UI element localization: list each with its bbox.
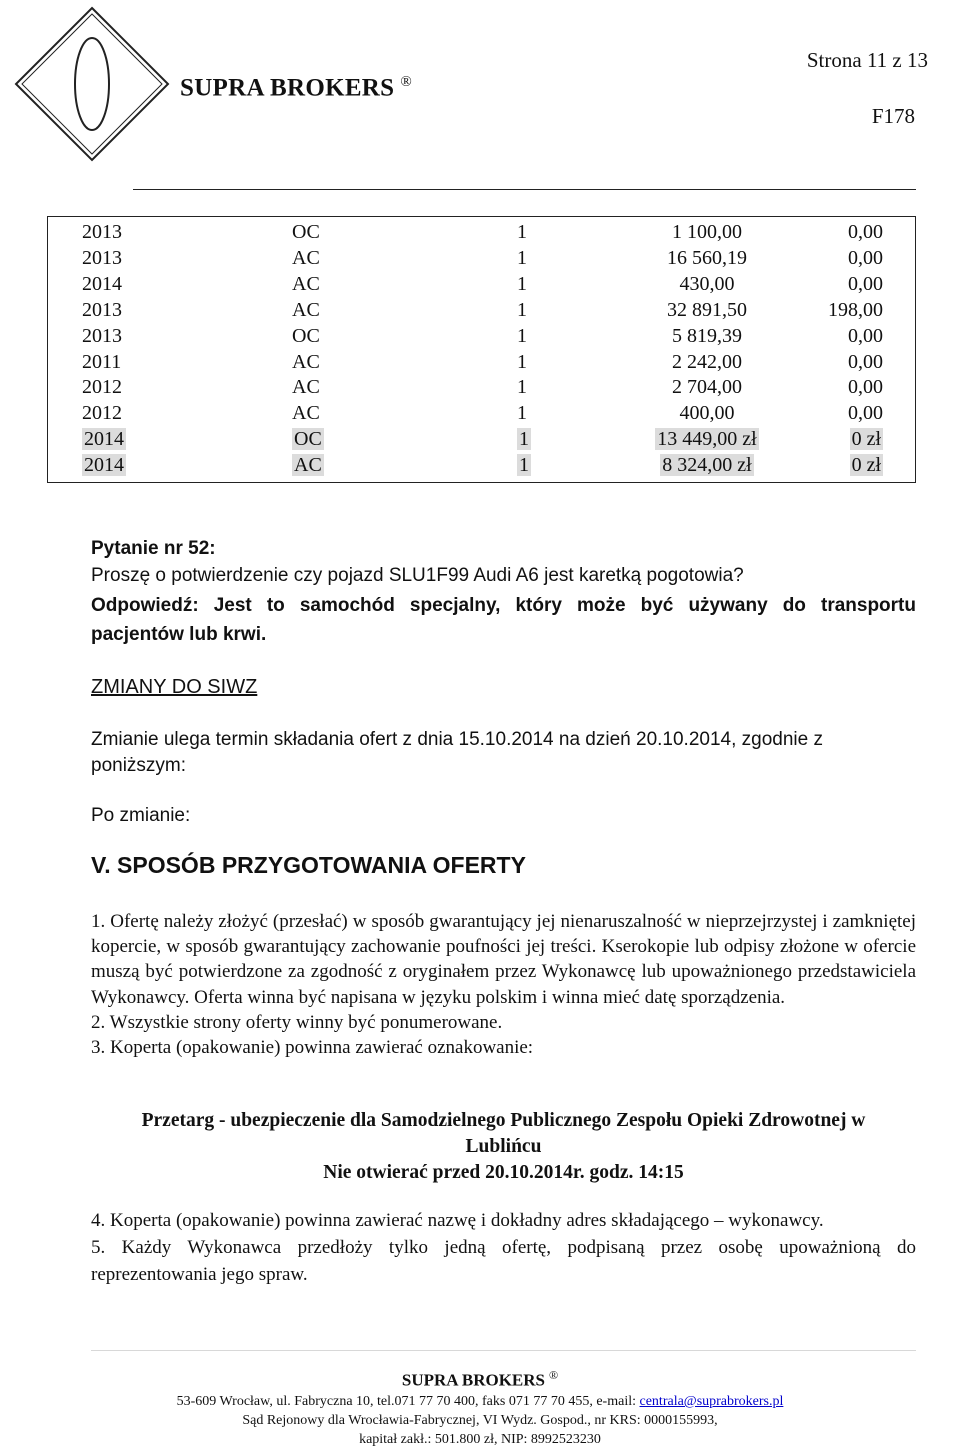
changes-line-1: Zmianie ulega termin składania ofert z dnia 15.10.2014 na dzień 20.10.2014, zgodnie z	[91, 729, 823, 750]
table-row	[48, 272, 916, 298]
table-cell-paid	[787, 427, 916, 453]
table-cell-count	[517, 272, 627, 298]
cell-value: 2 242,00	[672, 350, 742, 373]
table-cell-paid	[787, 298, 916, 324]
cell-value: 1	[517, 376, 527, 399]
section-items-4-5	[91, 1207, 916, 1288]
after-change-label: Po zmianie:	[91, 805, 191, 826]
envelope-marking	[91, 1108, 916, 1186]
cell-value: 1	[519, 428, 529, 451]
table-row	[48, 217, 916, 246]
table-row	[48, 324, 916, 350]
cell-value: 0,00	[848, 272, 883, 295]
table-row	[48, 375, 916, 401]
table-cell-amount	[627, 350, 787, 376]
table-row	[48, 401, 916, 427]
item-3: 3. Koperta (opakowanie) powinna zawierać oznakowanie:	[91, 1037, 534, 1059]
cell-value: AC	[294, 454, 322, 477]
cell-value: 2013	[82, 298, 122, 321]
table-cell-paid	[787, 375, 916, 401]
table-cell-amount	[627, 324, 787, 350]
table-cell-paid	[787, 246, 916, 272]
cell-value: 0,00	[848, 324, 883, 347]
cell-value: 0,00	[848, 246, 883, 269]
cell-value: 1 100,00	[672, 221, 742, 243]
table-cell-amount	[627, 246, 787, 272]
table-cell-year	[48, 453, 293, 482]
cell-value: 400,00	[679, 402, 735, 425]
changes-line-2: poniższym:	[91, 755, 187, 776]
table-row	[48, 350, 916, 376]
table-cell-amount	[627, 272, 787, 298]
footer-divider	[91, 1350, 916, 1351]
table-cell-year	[48, 217, 293, 246]
table-cell-count	[517, 298, 627, 324]
table-cell-amount	[627, 427, 787, 453]
cell-value: OC	[294, 428, 322, 451]
cell-value: 1	[517, 272, 527, 295]
table-row	[48, 427, 916, 453]
table-row	[48, 453, 916, 482]
cell-value: 1	[517, 298, 527, 321]
table-cell-amount	[627, 298, 787, 324]
cell-value: 5 819,39	[672, 324, 742, 347]
table-cell-year	[48, 427, 293, 453]
claims-table	[47, 216, 916, 483]
item-1: 1. Ofertę należy złożyć (przesłać) w sposób gwarantujący jej nienaruszalność w nieprzejrzystej i zamkniętej kopercie, w sposób gwarantujący zachowanie poufności jej treści. Kserokopie lub odpisy złożone w ofercie muszą być potwierdzone za zgodność z oryginałem przez Wykonawcę lub upoważnionego przedstawiciela Wykonawcy. Oferta winna być napisana w języku polskim i winna mieć datę sporządzenia.	[91, 911, 916, 1008]
cell-value: AC	[292, 376, 320, 399]
footer-address-text: 53-609 Wrocław, ul. Fabryczna 10, tel.071 77 70 400, faks 071 77 70 455, e-mail:	[176, 1394, 640, 1409]
item-4: 4. Koperta (opakowanie) powinna zawierać nazwę i dokładny adres składającego – wykonawcy.	[91, 1210, 824, 1231]
cell-value: OC	[292, 221, 320, 243]
footer-registered-mark: ®	[549, 1368, 559, 1382]
cell-value: 16 560,19	[667, 246, 747, 269]
table-cell-paid	[787, 453, 916, 482]
cell-value: OC	[292, 324, 320, 347]
table-cell-type	[292, 272, 517, 298]
question-text: Proszę o potwierdzenie czy pojazd SLU1F99 Audi A6 jest karetką pogotowia?	[91, 565, 744, 586]
item-2: 2. Wszystkie strony oferty winny być ponumerowane.	[91, 1011, 503, 1033]
cell-value: AC	[292, 402, 320, 425]
changes-title: ZMIANY DO SIWZ	[91, 676, 258, 698]
table-cell-year	[48, 298, 293, 324]
section-body	[91, 909, 916, 1060]
footer-capital-info: kapitał zakł.: 501.800 zł, NIP: 8992523230	[359, 1432, 601, 1447]
cell-value: 2013	[82, 221, 122, 243]
question-label: Pytanie nr 52:	[91, 538, 216, 559]
registered-mark: ®	[400, 74, 413, 90]
cell-value: 430,00	[679, 272, 735, 295]
footer-brand	[0, 1368, 960, 1391]
table-cell-count	[517, 401, 627, 427]
cell-value: AC	[292, 272, 320, 295]
cell-value: AC	[292, 246, 320, 269]
footer-court-info: Sąd Rejonowy dla Wrocławia-Fabrycznej, VI Wydz. Gospod., nr KRS: 0000155993,	[242, 1413, 718, 1428]
footer-address	[0, 1392, 960, 1412]
cell-value: 2014	[82, 272, 122, 295]
table-cell-year	[48, 350, 293, 376]
footer-email-link[interactable]: centrala@suprabrokers.pl	[639, 1394, 784, 1409]
table-cell-paid	[787, 401, 916, 427]
table-cell-paid	[787, 217, 916, 246]
cell-value: 0,00	[848, 402, 883, 425]
cell-value: AC	[292, 350, 320, 373]
table-cell-count	[517, 427, 627, 453]
table-cell-type	[292, 350, 517, 376]
cell-value: 1	[519, 454, 529, 477]
table-cell-paid	[787, 272, 916, 298]
table-cell-year	[48, 246, 293, 272]
table-cell-year	[48, 324, 293, 350]
cell-value: 1	[517, 324, 527, 347]
table-cell-count	[517, 217, 627, 246]
table-cell-year	[48, 375, 293, 401]
table-row	[48, 246, 916, 272]
cell-value: 1	[517, 246, 527, 269]
table-cell-paid	[787, 350, 916, 376]
cell-value: 13 449,00 zł	[657, 428, 757, 451]
table-cell-amount	[627, 375, 787, 401]
table-cell-amount	[627, 453, 787, 482]
table-row	[48, 298, 916, 324]
cell-value: 8 324,00 zł	[662, 454, 752, 477]
document-code: F178	[871, 104, 915, 128]
table-cell-count	[517, 324, 627, 350]
cell-value: 2013	[82, 246, 122, 269]
cell-value: 2014	[84, 428, 124, 451]
table-cell-type	[292, 401, 517, 427]
table-cell-amount	[627, 217, 787, 246]
cell-value: 198,00	[828, 298, 883, 321]
section-title: V. SPOSÓB PRZYGOTOWANIA OFERTY	[91, 852, 526, 878]
footer-brand-text: SUPRA BROKERS	[401, 1370, 545, 1390]
cell-value: 0 zł	[851, 428, 881, 451]
cell-value: 2011	[82, 350, 122, 373]
changes-text	[91, 727, 916, 779]
answer-line-2: pacjentów lub krwi.	[91, 624, 267, 645]
page-number: Strona 11 z 13	[806, 48, 928, 72]
table-cell-type	[292, 453, 517, 482]
cell-value: 32 891,50	[667, 298, 747, 321]
answer-text	[91, 591, 916, 649]
table-cell-count	[517, 375, 627, 401]
table-cell-count	[517, 246, 627, 272]
cell-value: 2013	[82, 324, 122, 347]
table-cell-type	[292, 375, 517, 401]
cell-value: 0,00	[848, 376, 883, 399]
brand-text: SUPRA BROKERS	[180, 74, 395, 102]
cell-value: 1	[517, 402, 527, 425]
cell-value: 2012	[82, 376, 122, 399]
envelope-line-1: Przetarg - ubezpieczenie dla Samodzielnego Publicznego Zespołu Opieki Zdrowotnej w	[141, 1110, 866, 1131]
table-cell-count	[517, 350, 627, 376]
cell-value: 1	[517, 221, 527, 243]
table-cell-type	[292, 246, 517, 272]
cell-value: 2 704,00	[672, 376, 742, 399]
claims-table-body	[48, 217, 916, 483]
answer-line-1: Odpowiedź: Jest to samochód specjalny, który może być używany do transportu	[91, 595, 916, 616]
header-divider	[133, 189, 916, 190]
table-cell-type	[292, 427, 517, 453]
cell-value: 0,00	[848, 350, 883, 373]
item-5: 5. Każdy Wykonawca przedłoży tylko jedną ofertę, podpisaną przez osobę upoważnioną do reprezentowania jego spraw.	[91, 1237, 916, 1285]
envelope-line-2: Lublińcu	[465, 1136, 542, 1157]
table-cell-type	[292, 217, 517, 246]
cell-value: 2014	[84, 454, 124, 477]
cell-value: 0 zł	[851, 454, 881, 477]
brand-name	[180, 74, 412, 102]
table-cell-type	[292, 298, 517, 324]
envelope-line-3: Nie otwierać przed 20.10.2014r. godz. 14:15	[323, 1162, 684, 1183]
cell-value: 2012	[82, 402, 122, 425]
table-cell-amount	[627, 401, 787, 427]
table-cell-paid	[787, 324, 916, 350]
cell-value: AC	[292, 298, 320, 321]
table-cell-type	[292, 324, 517, 350]
company-logo	[8, 0, 176, 168]
table-cell-year	[48, 272, 293, 298]
cell-value: 0,00	[848, 221, 883, 243]
cell-value: 1	[517, 350, 527, 373]
table-cell-year	[48, 401, 293, 427]
table-cell-count	[517, 453, 627, 482]
